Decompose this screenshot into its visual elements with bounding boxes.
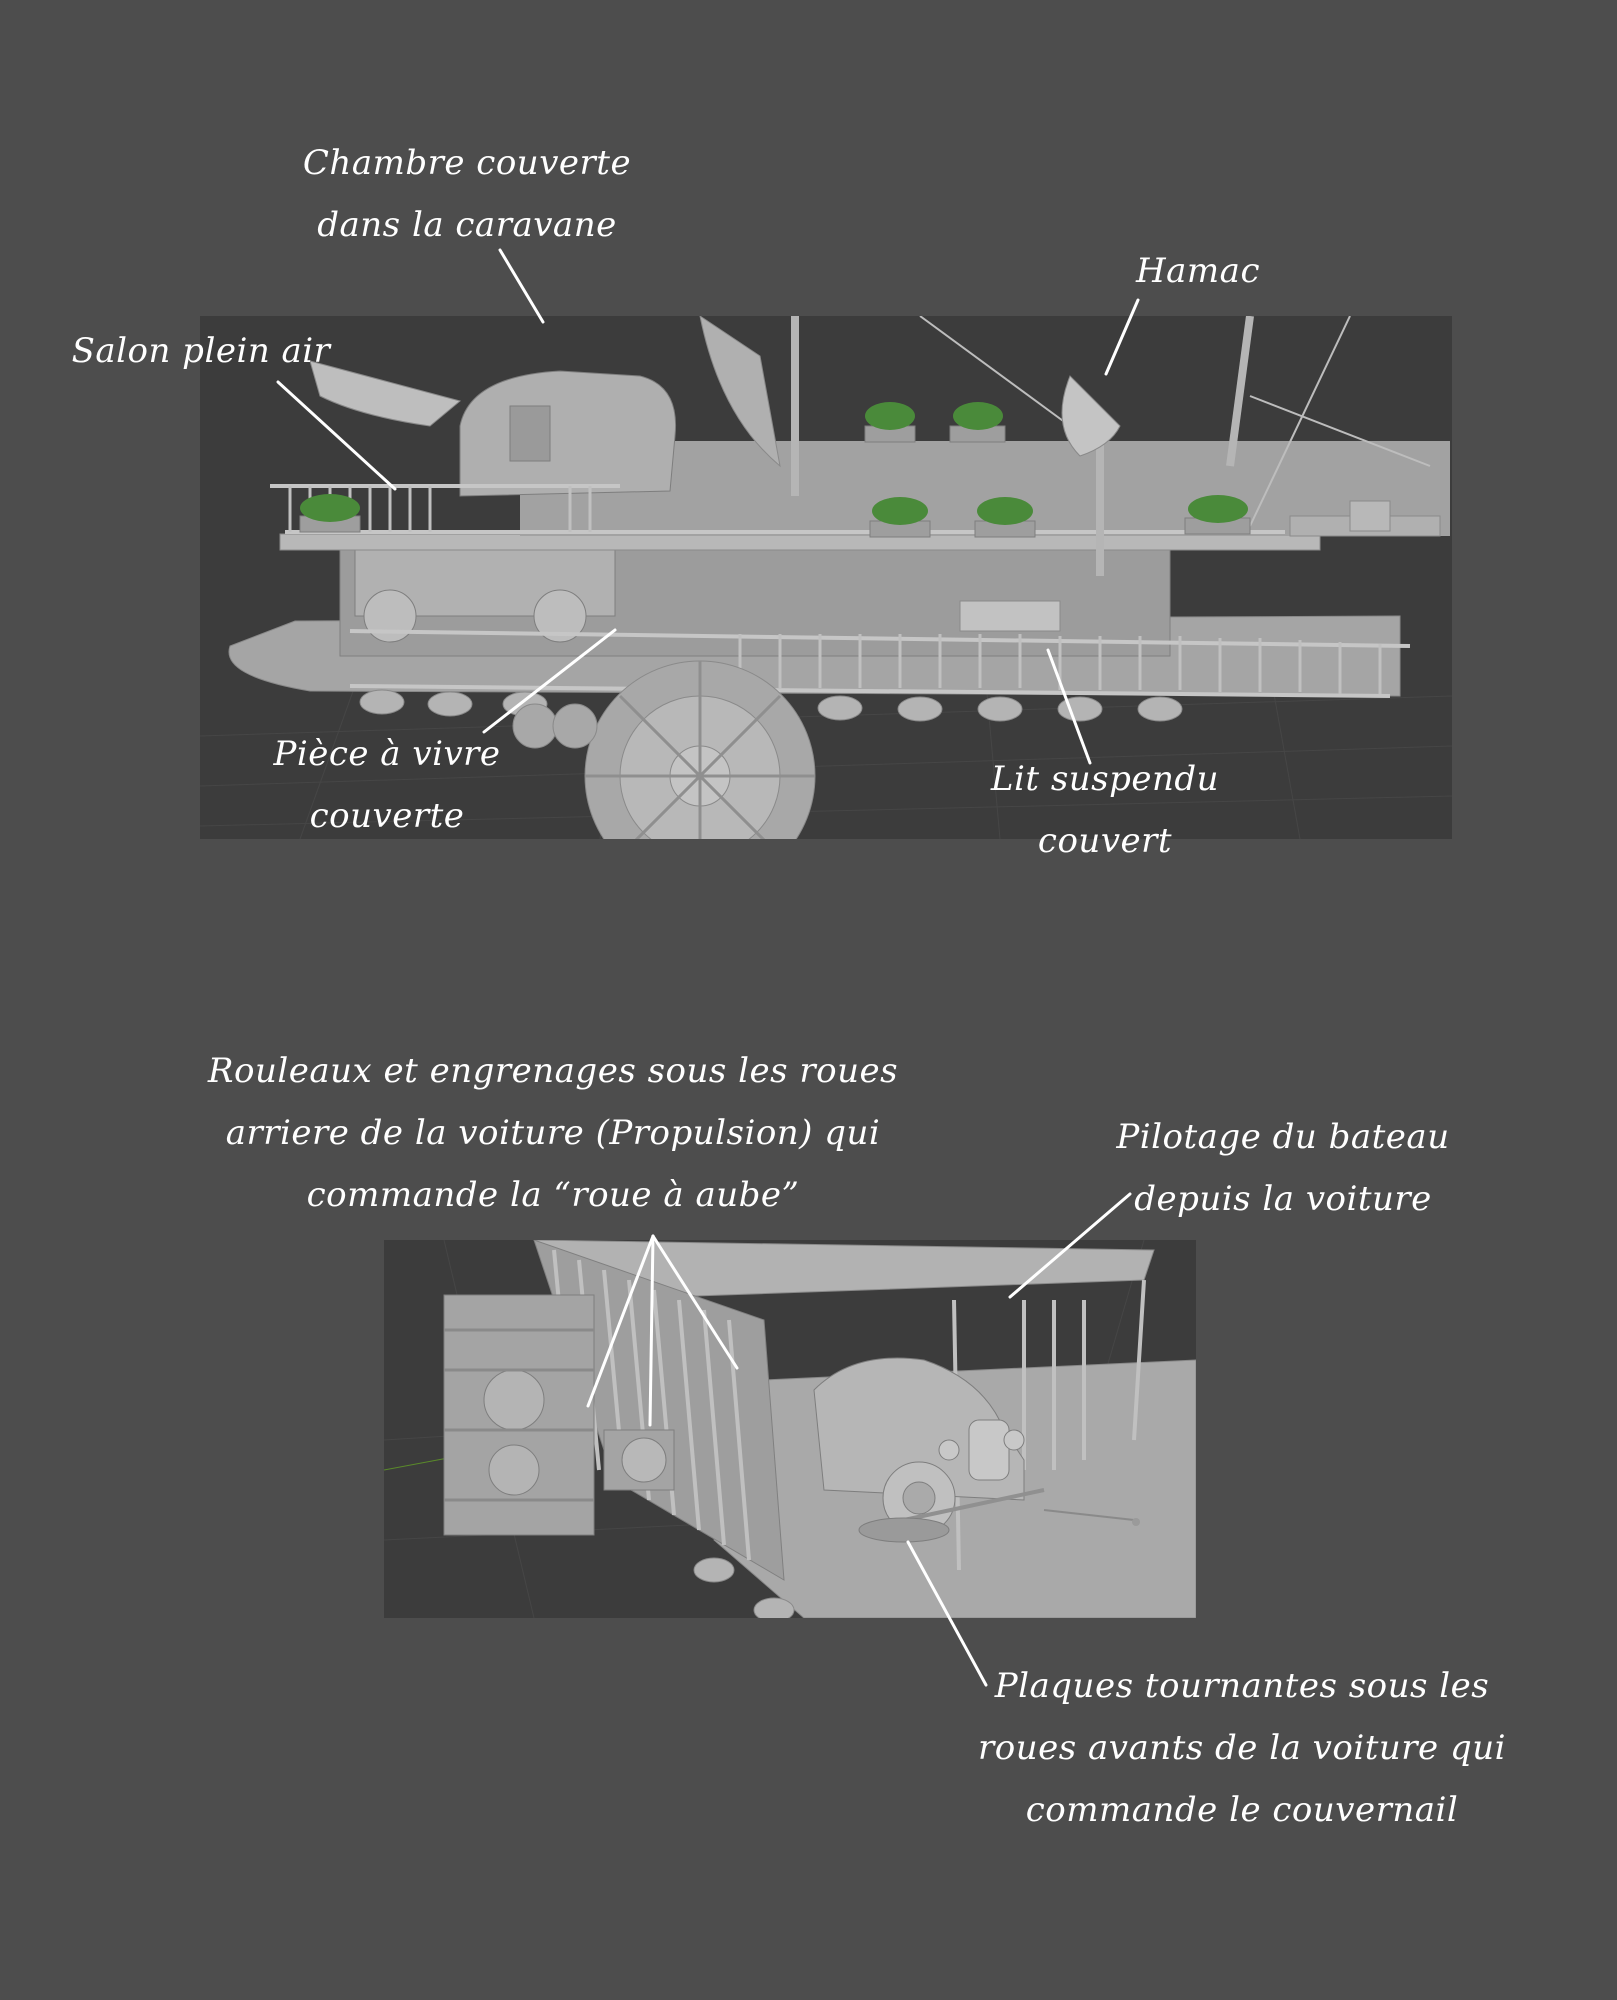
label-line: Chambre couverte — [302, 143, 632, 183]
paddle-boat-car-closeup — [384, 1240, 1196, 1618]
label-line: arriere de la voiture (Propulsion) qui — [225, 1113, 881, 1153]
bottom-render-viewport — [384, 1240, 1196, 1618]
label-line: commande le couvernail — [1025, 1790, 1459, 1830]
label-line: Hamac — [1136, 251, 1260, 291]
label-line: Rouleaux et engrenages sous les roues — [207, 1051, 899, 1091]
label-plaques-tournantes — [978, 1655, 1506, 1841]
label-line: Salon plein air — [71, 331, 331, 371]
label-rouleaux-engrenages — [208, 1040, 898, 1226]
label-line: Pilotage du bateau — [1116, 1117, 1450, 1157]
label-line: couvert — [1037, 821, 1173, 861]
label-chambre-couverte — [303, 132, 631, 256]
label-line: roues avants de la voiture qui — [977, 1728, 1507, 1768]
label-lit-suspendu — [991, 748, 1219, 872]
label-line: Pièce à vivre — [273, 734, 501, 774]
label-line: Lit suspendu — [990, 759, 1220, 799]
label-hamac — [1136, 240, 1260, 302]
label-line: dans la caravane — [317, 205, 617, 245]
label-line: Plaques tournantes sous les — [994, 1666, 1490, 1706]
label-line: depuis la voiture — [1134, 1179, 1432, 1219]
label-line: couverte — [309, 796, 465, 836]
label-piece-a-vivre — [273, 723, 500, 847]
label-salon-plein-air — [72, 320, 331, 382]
label-pilotage-bateau — [1116, 1106, 1449, 1230]
label-line: commande la “roue à aube” — [306, 1175, 800, 1215]
